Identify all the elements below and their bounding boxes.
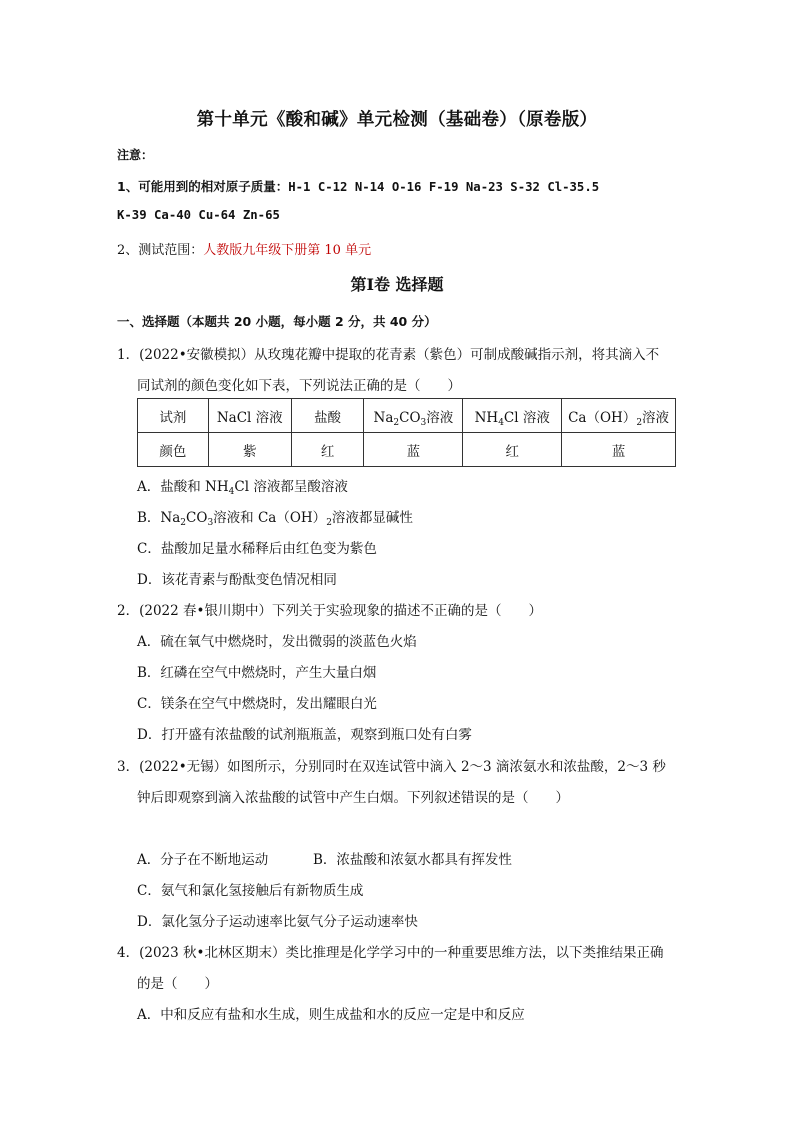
- q2-option-a: A．硫在氧气中燃烧时，发出微弱的淡蓝色火焰: [137, 634, 417, 650]
- section-heading: 一、选择题（本题共 20 小题，每小题 2 分，共 40 分）: [117, 314, 437, 329]
- table-cell-reagent: 盐酸: [291, 399, 364, 433]
- table-cell-reagent: $NH_4Cl$ 溶液: [463, 399, 562, 433]
- table-cell-color: 蓝: [562, 433, 676, 467]
- q1-option-c: C．盐酸加足量水稀释后由红色变为紫色: [137, 541, 377, 557]
- table-cell-color: 红: [463, 433, 562, 467]
- atomic-masses-a: H-1 C-12 N-14 O-16 F-19 Na-23 S-32 Cl-35.5: [288, 180, 600, 194]
- atomic-masses-b: K-39 Ca-40 Cu-64 Zn-65: [117, 208, 280, 222]
- table-cell-color: 蓝: [364, 433, 463, 467]
- note-1-line-2: [117, 208, 280, 223]
- q1-option-b: B．$Na_2CO_3$溶液和 $Ca(OH)_2$溶液都显碱性: [137, 510, 413, 528]
- table-header-reagent: 试剂: [138, 399, 209, 433]
- note-2: [117, 239, 371, 258]
- q2-option-b: B．红磷在空气中燃烧时，产生大量白烟: [137, 665, 377, 681]
- q3-stem-line-2: 钟后即观察到滴入浓盐酸的试管中产生白烟。下列叙述错误的是（ ）: [137, 790, 569, 806]
- table-header-color: 颜色: [138, 433, 209, 467]
- q3-option-d: D．氯化氢分子运动速率比氨气分子运动速率快: [137, 914, 418, 930]
- table-cell-color: 紫: [208, 433, 291, 467]
- page-title: 第十单元《酸和碱》单元检测（基础卷）（原卷版）: [196, 110, 598, 130]
- note-1-prefix: 1、可能用到的相对原子质量：: [117, 179, 289, 194]
- table-cell-reagent: $Ca(OH)_2$溶液: [562, 399, 676, 433]
- q3-option-c: C．氨气和氯化氢接触后有新物质生成: [137, 883, 364, 899]
- q2-option-d: D．打开盛有浓盐酸的试剂瓶瓶盖，观察到瓶口处有白雾: [137, 727, 472, 743]
- q3-stem-line-1: 3．(2022•无锡）如图所示，分别同时在双连试管中滴入 2～3 滴浓氨水和浓盐酸，2～3 秒: [117, 759, 666, 775]
- q4-stem-line-1: 4．(2023 秋•北林区期末）类比推理是化学学习中的一种重要思维方法，以下类推结果正确: [117, 945, 664, 961]
- q1-option-a: A．盐酸和 $NH_4Cl$ 溶液都呈酸溶液: [137, 479, 348, 497]
- indicator-color-table: [137, 398, 676, 467]
- q1-stem-line-1: 1．(2022•安徽模拟）从玫瑰花瓣中提取的花青素（紫色）可制成酸碱指示剂，将其滴入不: [117, 347, 660, 363]
- q4-stem-line-2: 的是（ ）: [137, 976, 218, 992]
- table-row-colors: [138, 433, 676, 467]
- table-cell-color: 红: [291, 433, 364, 467]
- q1-stem-line-2: 同试剂的颜色变化如下表，下列说法正确的是（ ）: [137, 378, 461, 394]
- q4-option-a: A．中和反应有盐和水生成，则生成盐和水的反应一定是中和反应: [137, 1007, 525, 1023]
- table-row-reagents: [138, 399, 676, 433]
- note-2-prefix: 2、测试范围：: [117, 243, 204, 258]
- table-cell-reagent: NaCl 溶液: [208, 399, 291, 433]
- part-title: 第Ⅰ卷 选择题: [350, 275, 444, 294]
- q3-option-a: A．分子在不断地运动: [137, 852, 269, 868]
- q3-option-b: B．浓盐酸和浓氨水都具有挥发性: [313, 852, 512, 868]
- q1-option-d: D．该花青素与酚酞变色情况相同: [137, 572, 337, 588]
- test-scope: 人教版九年级下册第 10 单元: [203, 243, 372, 258]
- notice-label: 注意：: [117, 148, 154, 162]
- note-1-line-1: [117, 177, 599, 195]
- q2-stem: 2．(2022 春•银川期中）下列关于实验现象的描述不正确的是（ ）: [117, 603, 542, 619]
- table-cell-reagent: $Na_2CO_3$溶液: [364, 399, 463, 433]
- q2-option-c: C．镁条在空气中燃烧时，发出耀眼白光: [137, 696, 377, 712]
